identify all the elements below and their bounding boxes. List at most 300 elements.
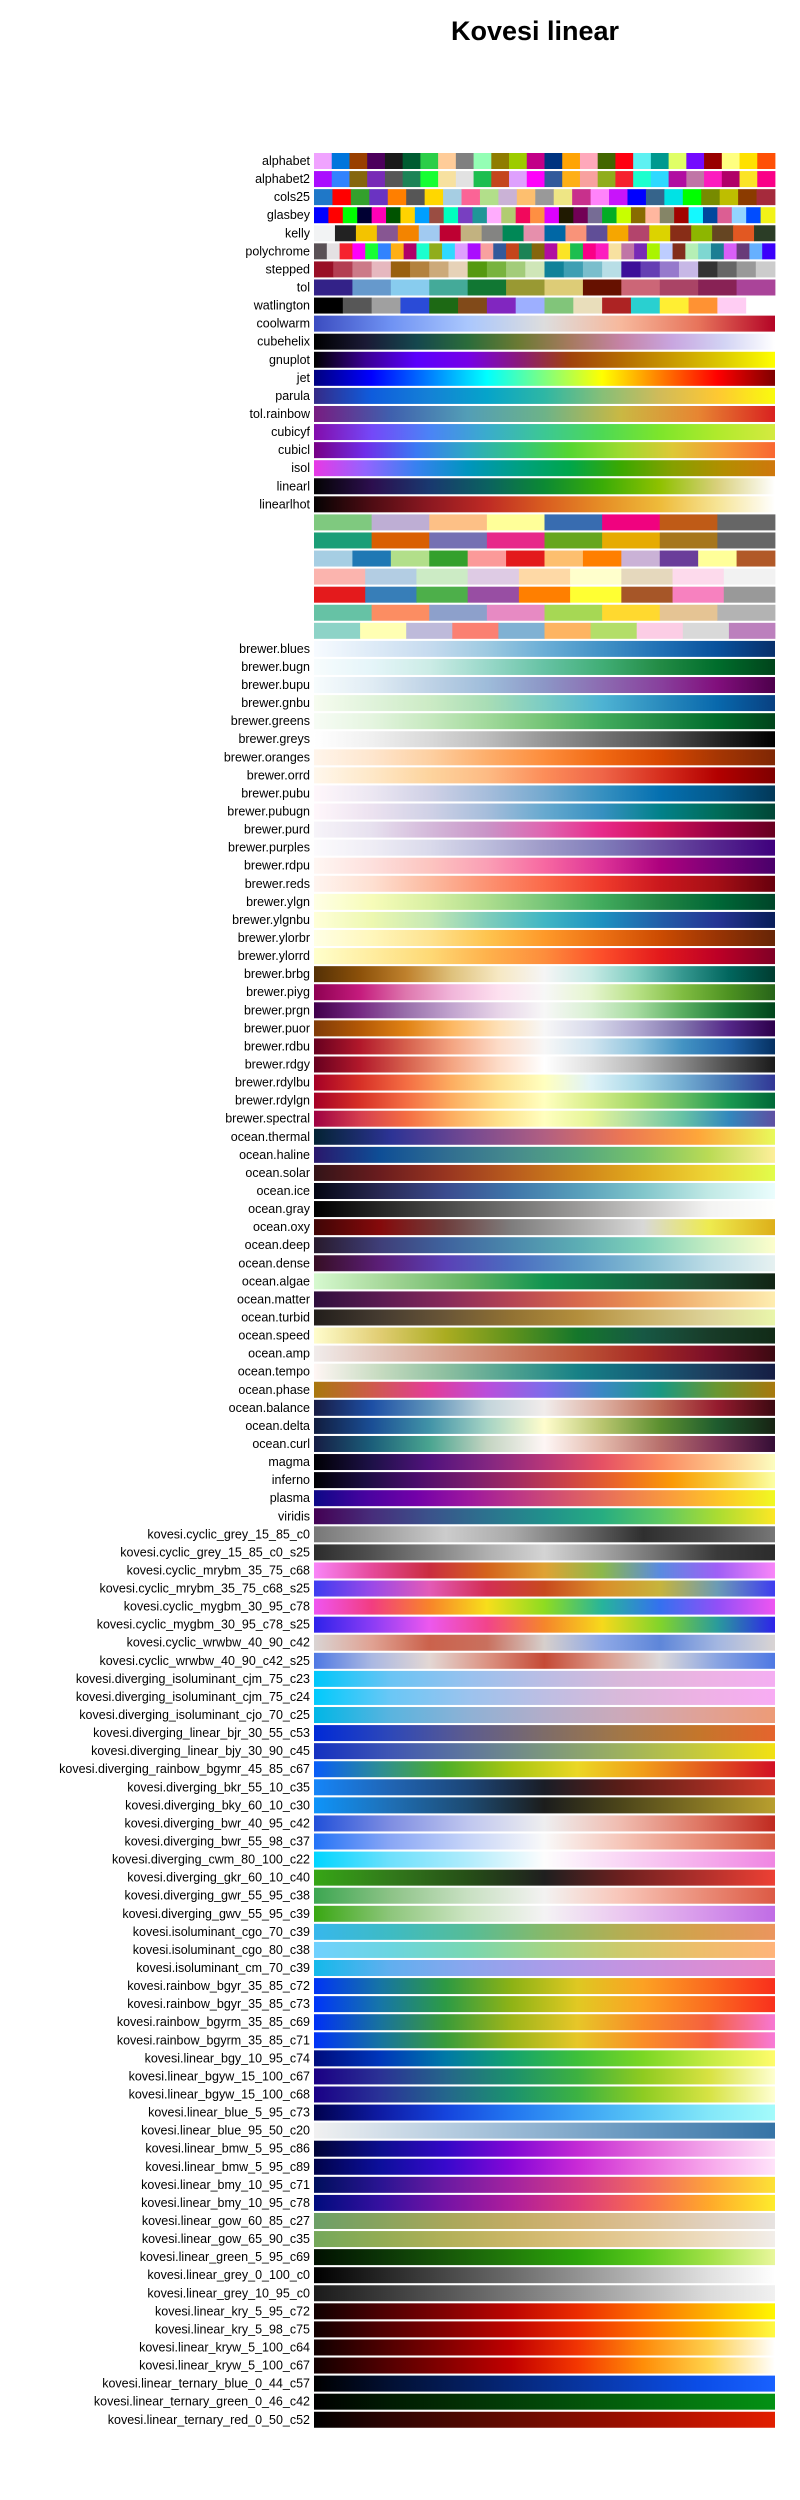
palette-label: kovesi.cyclic_grey_15_85_c0_s25 (120, 1545, 310, 1560)
color-swatch (685, 243, 698, 259)
color-swatch (400, 207, 415, 223)
color-swatch (545, 605, 603, 621)
gradient-strip (314, 2321, 775, 2337)
palette-row (238, 1328, 775, 1344)
color-swatch (737, 243, 750, 259)
palette-label: magma (268, 1455, 310, 1470)
gradient-strip (314, 1418, 775, 1434)
color-swatch (737, 261, 757, 277)
color-swatch (621, 551, 660, 567)
palette-row (79, 1707, 775, 1723)
color-swatch (367, 153, 385, 169)
color-swatch (468, 279, 507, 295)
color-swatch (621, 587, 673, 603)
gradient-strip (314, 1562, 775, 1578)
color-swatch (698, 551, 737, 567)
palette-row (247, 767, 775, 783)
palette-label: alphabet (262, 154, 310, 168)
gradient-strip (314, 1002, 775, 1018)
palette-label: kelly (284, 226, 310, 241)
color-swatch (573, 298, 602, 314)
color-swatch (314, 261, 334, 277)
palette-row (227, 804, 775, 820)
color-swatch (633, 171, 651, 187)
color-swatch (480, 243, 493, 259)
gradient-strip (314, 2141, 775, 2157)
color-swatch (480, 189, 499, 205)
palette-row (145, 2141, 775, 2157)
color-swatch (404, 243, 417, 259)
color-swatch (472, 207, 487, 223)
color-swatch (314, 298, 343, 314)
gradient-strip (314, 1165, 775, 1181)
palette-label: cols25 (273, 190, 310, 205)
palette-row (253, 298, 776, 314)
palette-row (127, 1562, 775, 1578)
gradient-strip (314, 876, 775, 892)
color-swatch (660, 605, 718, 621)
palette-label: kovesi.linear_green_5_95_c69 (139, 2250, 310, 2265)
color-swatch (647, 243, 660, 259)
gradient-strip (314, 641, 775, 657)
color-swatch (429, 261, 449, 277)
color-swatch (660, 298, 689, 314)
gradient-strip (314, 1183, 775, 1199)
color-swatch (458, 207, 473, 223)
gradient-strip (314, 1364, 775, 1380)
gradient-strip (314, 749, 775, 765)
color-swatch (482, 225, 503, 241)
gradient-strip (314, 1779, 775, 1795)
gradient-strip (314, 1725, 775, 1741)
palette-label: kovesi.cyclic_mygbm_30_95_c78_s25 (96, 1617, 310, 1632)
palette-row (91, 1743, 775, 1759)
gradient-strip (314, 2231, 775, 2247)
palette-row (124, 1599, 775, 1615)
palette-row (242, 1273, 775, 1289)
palette-row (155, 2321, 775, 2337)
palette-label: kovesi.cyclic_grey_15_85_c0 (147, 1527, 310, 1542)
color-swatch (586, 225, 607, 241)
color-swatch (712, 225, 733, 241)
gradient-strip (314, 2412, 775, 2428)
palette-label: kovesi.diverging_linear_bjy_30_90_c45 (91, 1744, 310, 1759)
palette-label: kovesi.diverging_bkr_55_10_c35 (127, 1780, 310, 1795)
color-swatch (360, 623, 407, 639)
gradient-strip (314, 478, 775, 494)
color-swatch (627, 189, 646, 205)
gradient-strip (314, 1996, 775, 2012)
palette-row (127, 1978, 775, 1994)
palette-row (76, 1671, 775, 1687)
gradient-strip (314, 858, 775, 874)
gradient-strip (314, 948, 775, 964)
palette-row (59, 1761, 775, 1777)
palette-row (241, 677, 775, 693)
palette-row (253, 1219, 775, 1235)
color-swatch (386, 207, 401, 223)
palette-label: brewer.greys (238, 732, 310, 747)
color-swatch (343, 207, 358, 223)
palette-row (235, 1075, 775, 1091)
palette-label: viridis (278, 1509, 310, 1524)
palette-label: isol (291, 461, 310, 476)
color-swatch (352, 261, 372, 277)
palette-label: brewer.reds (244, 876, 310, 891)
color-swatch (519, 587, 571, 603)
palette-label: kovesi.diverging_isoluminant_cjo_70_c25 (79, 1708, 310, 1723)
color-swatch (501, 207, 516, 223)
palette-label: ocean.tempo (237, 1364, 310, 1379)
palette-label: kovesi.linear_bgyw_15_100_c68 (128, 2087, 310, 2102)
palette-label: brewer.prgn (243, 1003, 310, 1018)
palette-row (296, 370, 775, 386)
color-swatch (314, 189, 333, 205)
color-swatch (545, 279, 584, 295)
color-swatch (746, 207, 761, 223)
color-swatch (704, 171, 722, 187)
color-swatch (429, 605, 487, 621)
palette-row (272, 1472, 775, 1488)
color-swatch (602, 514, 660, 530)
color-swatch (332, 153, 350, 169)
gradient-strip (314, 1237, 775, 1253)
gradient-strip (314, 352, 775, 368)
color-swatch (738, 189, 757, 205)
color-swatch (429, 298, 458, 314)
gradient-strip (314, 1436, 775, 1452)
color-swatch (664, 189, 683, 205)
color-swatch (545, 532, 603, 548)
color-swatch (498, 189, 517, 205)
gradient-strip (314, 2123, 775, 2139)
color-swatch (498, 623, 545, 639)
palette-label: tol.rainbow (249, 406, 310, 421)
color-swatch (369, 189, 388, 205)
palette-label: ocean.gray (248, 1202, 310, 1217)
gradient-strip (314, 2195, 775, 2211)
color-swatch (717, 298, 746, 314)
palette-row (94, 2394, 775, 2410)
palette-label: ocean.turbid (241, 1310, 310, 1325)
gradient-strip (314, 1472, 775, 1488)
color-swatch (314, 243, 327, 259)
color-swatch (660, 551, 699, 567)
color-swatch (641, 261, 661, 277)
palette-label: brewer.purd (243, 822, 310, 837)
color-swatch (343, 298, 372, 314)
gradient-strip (314, 1761, 775, 1777)
color-swatch (562, 153, 580, 169)
gradient-strip (314, 460, 775, 476)
palette-row (259, 496, 775, 512)
palette-row (231, 1129, 775, 1145)
color-swatch (737, 551, 776, 567)
color-swatch (487, 298, 516, 314)
color-swatch (474, 171, 492, 187)
palette-row (127, 1779, 775, 1795)
color-swatch (762, 243, 775, 259)
palette-row (76, 1689, 775, 1705)
color-swatch (554, 189, 573, 205)
palette-row (314, 623, 775, 639)
palette-row (155, 2303, 775, 2319)
color-swatch (372, 207, 387, 223)
palette-row (250, 406, 775, 422)
color-swatch (442, 243, 455, 259)
gradient-strip (314, 2213, 775, 2229)
palette-label: stepped (265, 262, 310, 277)
color-swatch (580, 171, 598, 187)
palette-row (244, 822, 775, 838)
gradient-strip (314, 1834, 775, 1850)
color-swatch (686, 153, 704, 169)
color-swatch (429, 207, 444, 223)
gradient-strip (314, 930, 775, 946)
gradient-strip (314, 713, 775, 729)
palette-row (99, 1653, 775, 1669)
color-swatch (429, 243, 442, 259)
color-swatch (456, 153, 474, 169)
palette-row (245, 876, 775, 892)
palette-label: kovesi.isoluminant_cm_70_c39 (136, 1961, 310, 1975)
color-swatch (733, 225, 754, 241)
gradient-strip (314, 1038, 775, 1054)
color-swatch (530, 207, 545, 223)
color-swatch (698, 279, 737, 295)
color-swatch (545, 207, 560, 223)
color-swatch (670, 225, 691, 241)
color-swatch (580, 153, 598, 169)
palette-label: brewer.rdylbu (234, 1075, 310, 1090)
color-swatch (703, 207, 718, 223)
gradient-strip (314, 1490, 775, 1506)
palette-label: plasma (269, 1491, 310, 1506)
color-swatch (545, 514, 603, 530)
palette-label: kovesi.cyclic_mrybm_35_75_c68_s25 (99, 1581, 310, 1596)
palette-label: kovesi.linear_bgyw_15_100_c67 (128, 2069, 310, 2084)
palette-label: parula (275, 388, 310, 403)
color-swatch (757, 171, 775, 187)
palette-label: kovesi.cyclic_wrwbw_40_90_c42_s25 (99, 1653, 310, 1668)
color-swatch (462, 189, 481, 205)
color-swatch (617, 207, 632, 223)
palette-row (277, 478, 775, 494)
palette-row (257, 316, 776, 332)
palette-row (238, 1255, 775, 1271)
palette-label: brewer.gnbu (241, 696, 310, 711)
color-swatch (372, 605, 430, 621)
gradient-strip (314, 1328, 775, 1344)
gradient-strip (314, 1075, 775, 1091)
palette-row (244, 966, 775, 982)
gradient-strip (314, 1057, 775, 1073)
color-swatch (372, 261, 392, 277)
color-swatch (701, 189, 720, 205)
palette-row (262, 153, 775, 169)
gradient-strip (314, 2358, 775, 2374)
color-swatch (637, 623, 684, 639)
color-swatch (621, 261, 641, 277)
palette-label: kovesi.rainbow_bgyrm_35_85_c71 (116, 2033, 310, 2048)
color-swatch (314, 532, 372, 548)
palette-label: kovesi.diverging_linear_bjr_30_55_c53 (93, 1726, 310, 1741)
gradient-strip (314, 1400, 775, 1416)
color-swatch (535, 189, 554, 205)
palette-label: jet (296, 370, 310, 385)
palette-row (142, 2231, 775, 2247)
palette-label: kovesi.cyclic_mrybm_35_75_c68 (126, 1563, 310, 1578)
color-swatch (757, 153, 775, 169)
gradient-strip (314, 1888, 775, 1904)
color-swatch (468, 551, 507, 567)
color-swatch (438, 153, 456, 169)
color-swatch (724, 243, 737, 259)
gradient-strip (314, 2014, 775, 2030)
color-swatch (717, 532, 775, 548)
palette-row (246, 984, 775, 1000)
gradient-strip (314, 2249, 775, 2265)
palette-label: brewer.greens (230, 714, 310, 729)
color-swatch (420, 171, 438, 187)
color-swatch (527, 153, 545, 169)
palette-label: kovesi.isoluminant_cgo_70_c39 (132, 1924, 310, 1939)
palette-label: ocean.oxy (253, 1220, 310, 1235)
palette-row (245, 1418, 775, 1434)
color-swatch (724, 569, 776, 585)
palette-row (97, 1617, 775, 1633)
color-swatch (314, 225, 335, 241)
gradient-strip (314, 1255, 775, 1271)
palette-row (245, 243, 775, 259)
gradient-strip (314, 2032, 775, 2048)
color-swatch (564, 261, 584, 277)
gradient-strip (314, 677, 775, 693)
gradient-strip (314, 1291, 775, 1307)
palette-row (248, 1346, 775, 1362)
gradient-strip (314, 1960, 775, 1976)
color-swatch (628, 225, 649, 241)
palette-row (269, 352, 775, 368)
palette-label: alphabet2 (255, 172, 310, 187)
color-swatch (545, 153, 563, 169)
palette-row (314, 514, 775, 530)
color-swatch (391, 551, 430, 567)
color-swatch (455, 243, 468, 259)
color-swatch (609, 243, 622, 259)
color-swatch (740, 153, 758, 169)
gradient-strip (314, 1797, 775, 1813)
color-swatch (506, 243, 519, 259)
color-swatch (711, 243, 724, 259)
palette-label: linearlhot (259, 497, 310, 512)
palette-label: kovesi.diverging_isoluminant_cjm_75_c24 (75, 1689, 310, 1704)
color-swatch (403, 153, 421, 169)
gradient-strip (314, 966, 775, 982)
palette-label: brewer.orrd (246, 768, 310, 783)
palette-row (136, 1960, 775, 1976)
color-swatch (524, 225, 545, 241)
gradient-strip (314, 2339, 775, 2355)
color-swatch (416, 243, 429, 259)
color-swatch (352, 279, 391, 295)
color-swatch (660, 514, 718, 530)
color-swatch (588, 207, 603, 223)
color-swatch (509, 153, 527, 169)
palette-row (117, 2032, 775, 2048)
palette-row (108, 2412, 775, 2428)
palette-row (127, 1635, 775, 1651)
gradient-strip (314, 731, 775, 747)
palette-label: kovesi.diverging_isoluminant_cjm_75_c23 (75, 1671, 310, 1686)
color-swatch (314, 153, 332, 169)
color-swatch (509, 171, 527, 187)
color-swatch (419, 225, 440, 241)
palette-row (147, 2267, 775, 2283)
color-swatch (406, 189, 425, 205)
palette-label: kovesi.cyclic_wrwbw_40_90_c42 (126, 1635, 310, 1650)
palette-label: kovesi.linear_ternary_green_0_46_c42 (93, 2394, 310, 2409)
palette-label: kovesi.diverging_gkr_60_10_c40 (127, 1870, 310, 1885)
gradient-strip (314, 1526, 775, 1542)
palette-label: brewer.ylorrd (237, 949, 310, 964)
palette-label: brewer.rdbu (243, 1039, 310, 1054)
gradient-strip (314, 370, 775, 386)
color-swatch (385, 171, 403, 187)
gradient-strip (314, 2394, 775, 2410)
palette-row (141, 2195, 775, 2211)
palette-row (129, 2086, 775, 2102)
palette-row (141, 2177, 775, 2193)
palette-row (229, 1400, 775, 1416)
palette-row (124, 1815, 775, 1831)
color-swatch (545, 261, 565, 277)
color-swatch (352, 551, 391, 567)
color-swatch (602, 261, 622, 277)
color-swatch (519, 569, 571, 585)
palette-rows (59, 153, 775, 2428)
gradient-strip (314, 2068, 775, 2084)
color-swatch (532, 243, 545, 259)
palette-label: kovesi.diverging_bky_60_10_c30 (125, 1798, 310, 1813)
color-swatch (519, 243, 532, 259)
color-swatch (352, 243, 365, 259)
palette-label: kovesi.linear_bmw_5_95_c86 (145, 2141, 310, 2156)
color-swatch (468, 587, 520, 603)
gradient-strip (314, 2285, 775, 2301)
palette-row (124, 1834, 775, 1850)
color-swatch (372, 532, 430, 548)
palette-row (256, 1183, 775, 1199)
color-swatch (487, 532, 545, 548)
palette-row (241, 659, 775, 675)
color-swatch (559, 207, 574, 223)
color-swatch (403, 171, 421, 187)
color-swatch (722, 153, 740, 169)
palette-label: ocean.deep (244, 1238, 310, 1253)
color-swatch (761, 207, 776, 223)
palette-row (257, 334, 775, 350)
palette-row (141, 2123, 775, 2139)
color-swatch (456, 171, 474, 187)
color-swatch (365, 569, 417, 585)
color-swatch (335, 225, 356, 241)
color-swatch (503, 225, 524, 241)
palette-label: brewer.pubugn (227, 804, 310, 819)
gradient-strip (314, 1111, 775, 1127)
gradient-strip (314, 1309, 775, 1325)
chart-title: Kovesi linear (450, 16, 620, 46)
